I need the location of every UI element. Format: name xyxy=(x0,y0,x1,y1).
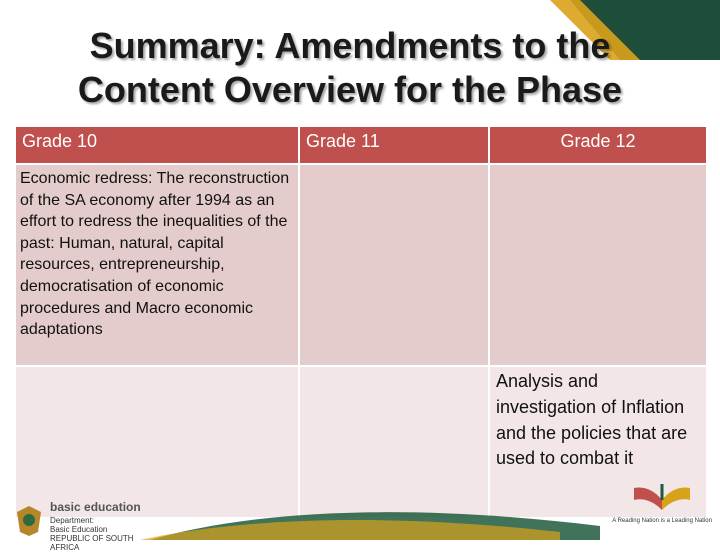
table-cell xyxy=(299,366,489,518)
table-cell: Analysis and investigation of Inflation and the policies that are used to combat it xyxy=(489,366,707,518)
content-table xyxy=(14,125,708,519)
table-cell xyxy=(299,164,489,366)
table-cell: Economic redress: The reconstruction of the SA economy after 1994 as an effort to redress the inequalities of the past: Human, natural, capital resources, entrepreneurship, democratisation of economic procedures and Macro economic adaptations xyxy=(15,164,299,366)
dept-line-2: Basic Education xyxy=(50,525,108,534)
coat-of-arms-icon xyxy=(14,504,44,538)
slogan-logo xyxy=(602,480,712,536)
header-grade-10: Grade 10 xyxy=(15,126,299,164)
table-cell xyxy=(489,164,707,366)
table-row xyxy=(15,164,707,366)
table-cell xyxy=(15,366,299,518)
dept-title: basic education xyxy=(50,500,141,514)
table-header-row xyxy=(15,126,707,164)
title-line-2: Content Overview for the Phase xyxy=(77,69,623,110)
dept-line-1: Department: xyxy=(50,516,95,525)
department-logo xyxy=(14,500,154,552)
page-title xyxy=(0,24,700,112)
slogan-text: A Reading Nation is a Leading Nation xyxy=(612,518,712,524)
book-logo-icon xyxy=(632,480,692,514)
dept-line-3: REPUBLIC OF SOUTH AFRICA xyxy=(50,534,134,552)
title-line-1: Summary: Amendments to the xyxy=(89,25,611,66)
header-grade-11: Grade 11 xyxy=(299,126,489,164)
header-grade-12: Grade 12 xyxy=(489,126,707,164)
